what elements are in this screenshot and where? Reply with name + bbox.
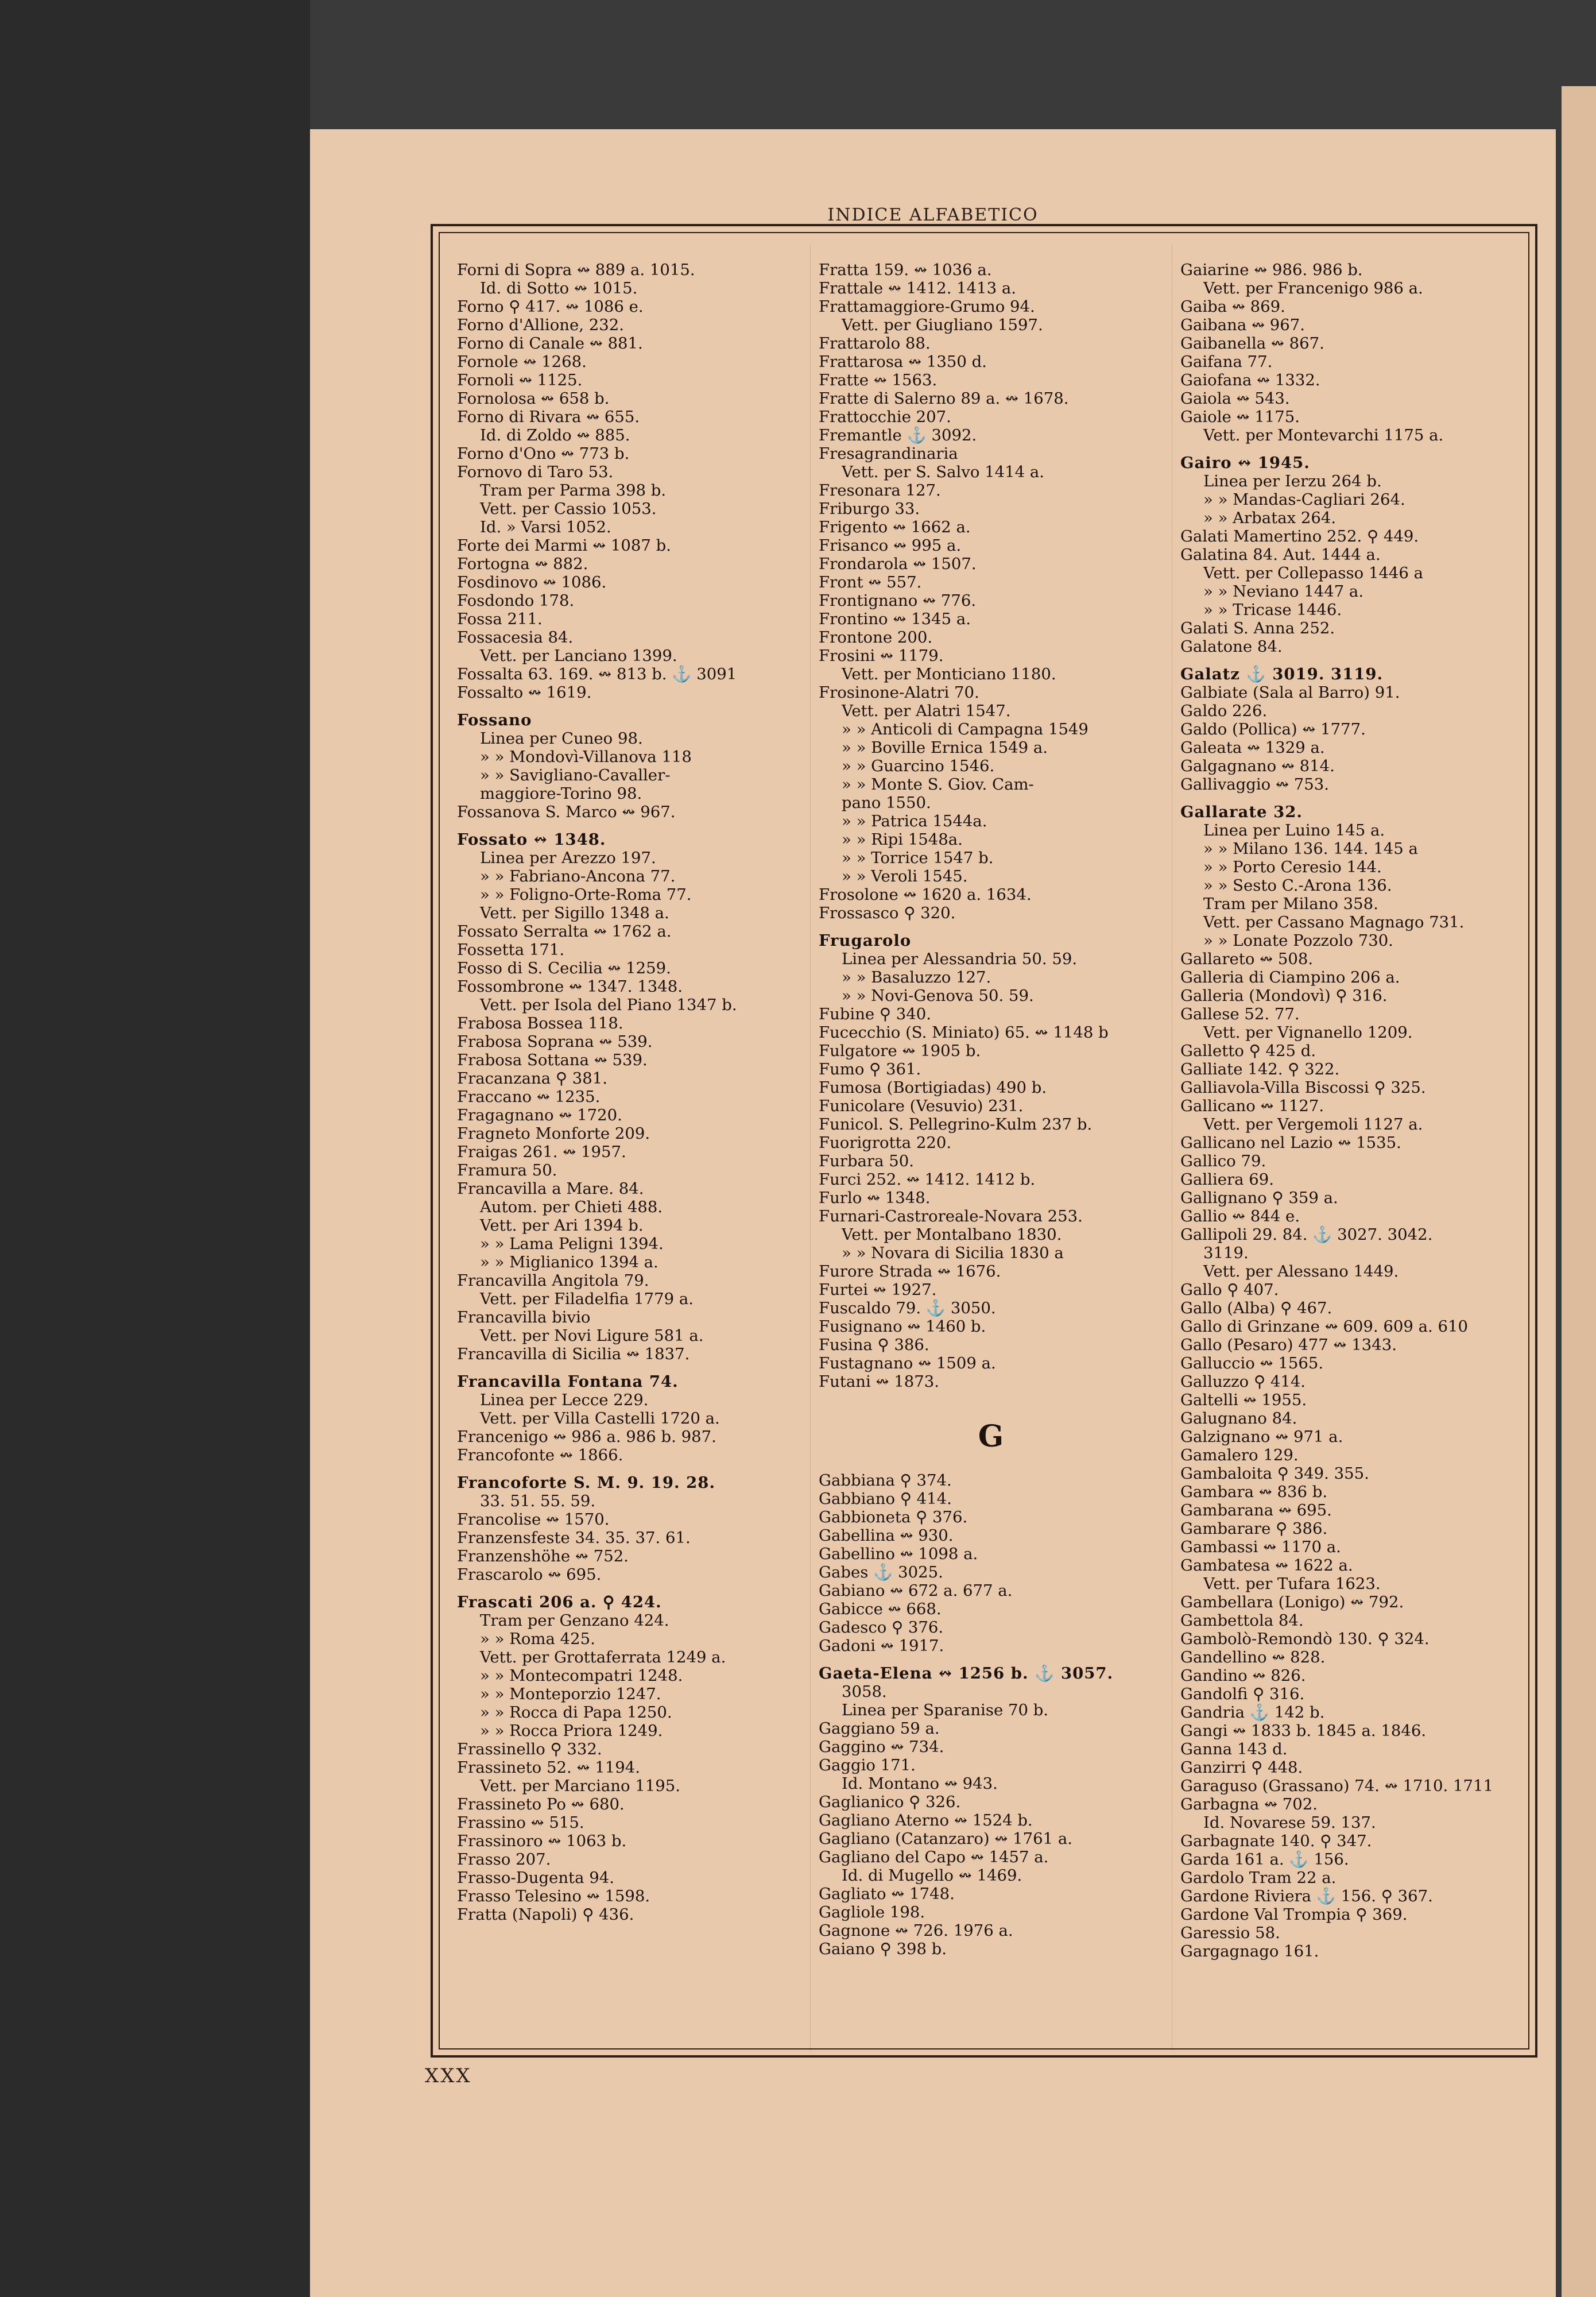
index-entry: Vett. per Filadelfia 1779 a.	[480, 1290, 694, 1308]
index-entry: Fracanzana ⚲ 381.	[457, 1069, 607, 1088]
index-entry: Gambarana ↭ 695.	[1180, 1501, 1332, 1519]
index-entry: Fosdondo 178.	[457, 591, 575, 610]
index-entry: Gabellino ↭ 1098 a.	[819, 1545, 978, 1563]
index-entry: Vett. per Tufara 1623.	[1203, 1575, 1381, 1593]
page	[310, 129, 1556, 2297]
index-entry: Gallo di Grinzane ↭ 609. 609 a. 610	[1180, 1317, 1468, 1336]
index-entry: Gagliano del Capo ↭ 1457 a.	[819, 1848, 1049, 1866]
index-heading: Galatz ⚓ 3019. 3119.	[1180, 665, 1384, 683]
index-entry: Fossombrone ↭ 1347. 1348.	[457, 977, 683, 996]
index-heading: Gaeta-Elena ↭ 1256 b. ⚓ 3057.	[819, 1664, 1114, 1683]
index-entry: » » Neviano 1447 a.	[1203, 582, 1364, 601]
index-entry: Gaiofana ↭ 1332.	[1180, 371, 1320, 389]
index-entry: » » Foligno-Orte-Roma 77.	[480, 885, 692, 904]
index-entry: Linea per Cuneo 98.	[480, 729, 643, 748]
index-entry: Gagliano Aterno ↭ 1524 b.	[819, 1811, 1033, 1830]
index-entry: Gaiano ⚲ 398 b.	[819, 1940, 947, 1958]
index-entry: Gabbioneta ⚲ 376.	[819, 1508, 968, 1526]
index-entry: Gaglianico ⚲ 326.	[819, 1793, 961, 1811]
index-entry: Gallio ↭ 844 e.	[1180, 1207, 1300, 1225]
index-entry: Gallo ⚲ 407.	[1180, 1281, 1279, 1299]
index-entry: Vett. per Giugliano 1597.	[842, 316, 1043, 334]
index-entry: Garessio 58.	[1180, 1924, 1280, 1942]
index-entry: » » Monte S. Giov. Cam-	[842, 775, 1034, 794]
index-entry: Vett. per Vignanello 1209.	[1203, 1023, 1413, 1042]
index-entry: Forno d'Allione, 232.	[457, 316, 624, 334]
index-entry: Fremantle ⚓ 3092.	[819, 426, 977, 444]
index-entry: Furlo ↭ 1348.	[819, 1189, 931, 1207]
index-entry: Frabosa Sottana ↭ 539.	[457, 1051, 648, 1069]
index-entry: Franzensfeste 34. 35. 37. 61.	[457, 1529, 691, 1547]
index-entry: Frigento ↭ 1662 a.	[819, 518, 971, 536]
index-entry: » » Milano 136. 144. 145 a	[1203, 840, 1418, 858]
index-entry: Vett. per Monticiano 1180.	[842, 665, 1056, 683]
index-entry: Fusina ⚲ 386.	[819, 1336, 929, 1354]
index-entry: » » Miglianico 1394 a.	[480, 1253, 658, 1271]
index-entry: Frosolone ↭ 1620 a. 1634.	[819, 885, 1032, 904]
index-entry: Friburgo 33.	[819, 500, 920, 518]
index-entry: Gallicano ↭ 1127.	[1180, 1097, 1324, 1115]
index-entry: Gaiba ↭ 869.	[1180, 297, 1285, 316]
index-entry: Gaggiano 59 a.	[819, 1719, 940, 1738]
index-entry: Frasso Telesino ↭ 1598.	[457, 1887, 650, 1905]
index-entry: Gaifana 77.	[1180, 353, 1273, 371]
index-heading: Francoforte S. M. 9. 19. 28.	[457, 1474, 716, 1492]
index-entry: Vett. per Francenigo 986 a.	[1203, 279, 1423, 297]
index-entry: » » Fabriano-Ancona 77.	[480, 867, 676, 885]
index-entry: Galdo (Pollica) ↭ 1777.	[1180, 720, 1366, 738]
index-entry: » » Torrice 1547 b.	[842, 849, 994, 867]
index-entry: Vett. per Villa Castelli 1720 a.	[480, 1409, 720, 1428]
index-entry: Galatone 84.	[1180, 637, 1283, 656]
index-entry: Fossalto ↭ 1619.	[457, 683, 592, 702]
index-entry: Frattarosa ↭ 1350 d.	[819, 353, 987, 371]
index-entry: Frassinello ⚲ 332.	[457, 1740, 602, 1758]
index-entry: » » Rocca di Papa 1250.	[480, 1703, 672, 1722]
index-entry: Galluzzo ⚲ 414.	[1180, 1372, 1306, 1391]
index-entry: Frassineto 52. ↭ 1194.	[457, 1758, 640, 1777]
index-entry: Gamalero 129.	[1180, 1446, 1299, 1464]
index-entry: Gaggino ↭ 734.	[819, 1738, 944, 1756]
index-entry: » » Anticoli di Campagna 1549	[842, 720, 1088, 738]
column-divider	[810, 245, 811, 2051]
index-entry: Gardolo Tram 22 a.	[1180, 1869, 1337, 1887]
index-entry: Fresagrandinaria	[819, 444, 958, 463]
index-entry: Gallicano nel Lazio ↭ 1535.	[1180, 1134, 1401, 1152]
index-entry: Id. di Zoldo ↭ 885.	[480, 426, 630, 444]
index-entry: Fustagnano ↭ 1509 a.	[819, 1354, 996, 1372]
index-entry: Fumosa (Bortigiadas) 490 b.	[819, 1078, 1047, 1097]
index-entry: Frontone 200.	[819, 628, 933, 647]
index-entry: Furore Strada ↭ 1676.	[819, 1262, 1001, 1281]
index-entry: Id. Montano ↭ 943.	[842, 1774, 998, 1793]
index-entry: Forno di Rivara ↭ 655.	[457, 408, 640, 426]
index-entry: Gangi ↭ 1833 b. 1845 a. 1846.	[1180, 1722, 1427, 1740]
index-entry: Frascarolo ↭ 695.	[457, 1565, 602, 1584]
index-entry: Gagliano (Catanzaro) ↭ 1761 a.	[819, 1830, 1072, 1848]
index-entry: Gaibana ↭ 967.	[1180, 316, 1306, 334]
index-entry: » » Lama Peligni 1394.	[480, 1235, 664, 1253]
index-entry: Galluccio ↭ 1565.	[1180, 1354, 1324, 1372]
index-entry: Gallipoli 29. 84. ⚓ 3027. 3042.	[1180, 1225, 1433, 1244]
index-entry: Gambaloita ⚲ 349. 355.	[1180, 1464, 1369, 1483]
index-entry: Furbara 50.	[819, 1152, 914, 1170]
index-frame	[431, 224, 1537, 2058]
index-entry: Gandino ↭ 826.	[1180, 1666, 1306, 1685]
index-entry: Furtei ↭ 1927.	[819, 1281, 937, 1299]
page-number: XXX	[425, 2064, 472, 2087]
index-entry: Linea per Sparanise 70 b.	[842, 1701, 1049, 1719]
index-entry: Gallico 79.	[1180, 1152, 1266, 1170]
index-entry: Funicol. S. Pellegrino-Kulm 237 b.	[819, 1115, 1093, 1134]
index-entry: Framura 50.	[457, 1161, 557, 1180]
index-entry: Vett. per Novi Ligure 581 a.	[480, 1327, 704, 1345]
index-entry: Linea per Ierzu 264 b.	[1203, 472, 1382, 490]
index-entry: Galliate 142. ⚲ 322.	[1180, 1060, 1340, 1078]
index-entry: Gaiole ↭ 1175.	[1180, 408, 1300, 426]
index-entry: Fuscaldo 79. ⚓ 3050.	[819, 1299, 996, 1317]
index-entry: Frosini ↭ 1179.	[819, 647, 944, 665]
index-entry: pano 1550.	[842, 794, 931, 812]
index-entry: Ganzirri ⚲ 448.	[1180, 1758, 1303, 1777]
index-entry: Frisanco ↭ 995 a.	[819, 536, 962, 555]
index-entry: Fucecchio (S. Miniato) 65. ↭ 1148 b	[819, 1023, 1109, 1042]
index-entry: Linea per Luino 145 a.	[1203, 821, 1385, 840]
index-entry: » » Mondovì-Villanova 118	[480, 748, 692, 766]
index-entry: maggiore-Torino 98.	[480, 784, 642, 803]
index-entry: Vett. per Cassano Magnago 731.	[1203, 913, 1465, 931]
index-entry: Linea per Arezzo 197.	[480, 849, 656, 867]
index-entry: Frabosa Soprana ↭ 539.	[457, 1033, 653, 1051]
section-letter: G	[978, 1419, 1004, 1454]
index-entry: Frasso 207.	[457, 1850, 551, 1869]
index-entry: » » Montecompatri 1248.	[480, 1666, 683, 1685]
index-column-1	[457, 261, 801, 1924]
index-entry: Fragagnano ↭ 1720.	[457, 1106, 622, 1124]
index-entry: 3058.	[842, 1683, 887, 1701]
index-entry: Frosinone-Alatri 70.	[819, 683, 979, 702]
index-heading: Frascati 206 a. ⚲ 424.	[457, 1593, 662, 1611]
index-entry: Galzignano ↭ 971 a.	[1180, 1428, 1343, 1446]
index-entry: Fratte ↭ 1563.	[819, 371, 938, 389]
index-entry: Francavilla bivio	[457, 1308, 591, 1327]
index-entry: Id. di Mugello ↭ 1469.	[842, 1866, 1022, 1885]
index-entry: » » Ripi 1548a.	[842, 830, 963, 849]
index-entry: » » Lonate Pozzolo 730.	[1203, 931, 1393, 950]
index-entry: Id. » Varsi 1052.	[480, 518, 611, 536]
adjacent-page-edge	[1562, 86, 1596, 2297]
index-entry: Galletto ⚲ 425 d.	[1180, 1042, 1316, 1060]
index-entry: Gandellino ↭ 828.	[1180, 1648, 1326, 1666]
index-entry: Galdo 226.	[1180, 702, 1268, 720]
index-entry: Frassineto Po ↭ 680.	[457, 1795, 625, 1813]
index-entry: Frontino ↭ 1345 a.	[819, 610, 971, 628]
index-entry: Fossato Serralta ↭ 1762 a.	[457, 922, 672, 941]
index-entry: Futani ↭ 1873.	[819, 1372, 939, 1391]
index-entry: Gagliole 198.	[819, 1903, 925, 1921]
index-entry: Vett. per Alessano 1449.	[1203, 1262, 1399, 1281]
index-entry: Gadoni ↭ 1917.	[819, 1637, 944, 1655]
index-entry: » » Porto Ceresio 144.	[1203, 858, 1382, 876]
index-entry: Frontignano ↭ 776.	[819, 591, 977, 610]
index-entry: » » Sesto C.-Arona 136.	[1203, 876, 1392, 895]
index-entry: Galugnano 84.	[1180, 1409, 1297, 1428]
index-entry: Fossanova S. Marco ↭ 967.	[457, 803, 676, 821]
index-entry: Franzenshöhe ↭ 752.	[457, 1547, 629, 1565]
index-entry: Tram per Milano 358.	[1203, 895, 1378, 913]
index-entry: Ganna 143 d.	[1180, 1740, 1288, 1758]
index-heading: Gairo ↭ 1945.	[1180, 454, 1310, 472]
index-column-3	[1180, 261, 1525, 1960]
index-entry: Fossalta 63. 169. ↭ 813 b. ⚓ 3091	[457, 665, 737, 683]
index-entry: Furnari-Castroreale-Novara 253.	[819, 1207, 1083, 1225]
index-entry: » » Veroli 1545.	[842, 867, 968, 885]
index-entry: Fuorigrotta 220.	[819, 1134, 952, 1152]
index-entry: Galati S. Anna 252.	[1180, 619, 1335, 637]
index-entry: » » Arbatax 264.	[1203, 509, 1337, 527]
index-entry: Galtelli ↭ 1955.	[1180, 1391, 1307, 1409]
index-entry: Gaiarine ↭ 986. 986 b.	[1180, 261, 1363, 279]
index-column-2	[819, 261, 1163, 1958]
index-entry: Frabosa Bossea 118.	[457, 1014, 623, 1033]
index-entry: 33. 51. 55. 59.	[480, 1492, 596, 1510]
index-entry: Fumo ⚲ 361.	[819, 1060, 921, 1078]
index-entry: Galgagnano ↭ 814.	[1180, 757, 1335, 775]
index-entry: » » Roma 425.	[480, 1630, 595, 1648]
index-entry: » » Rocca Priora 1249.	[480, 1722, 663, 1740]
index-heading: Frugarolo	[819, 931, 912, 950]
index-entry: Gallo (Alba) ⚲ 467.	[1180, 1299, 1332, 1317]
index-entry: Gambellara (Lonigo) ↭ 792.	[1180, 1593, 1404, 1611]
index-entry: Gardone Val Trompia ⚲ 369.	[1180, 1905, 1408, 1924]
index-entry: Autom. per Chieti 488.	[480, 1198, 663, 1216]
index-entry: Gaggio 171.	[819, 1756, 916, 1774]
index-entry: Galleria (Mondovì) ⚲ 316.	[1180, 987, 1388, 1005]
index-entry: Galliavola-Villa Biscossi ⚲ 325.	[1180, 1078, 1426, 1097]
index-entry: Frattocchie 207.	[819, 408, 951, 426]
index-entry: Francavilla Angitola 79.	[457, 1271, 649, 1290]
index-heading: Francavilla Fontana 74.	[457, 1372, 679, 1391]
index-entry: Frassino ↭ 515.	[457, 1813, 584, 1832]
index-entry: Gadesco ⚲ 376.	[819, 1618, 944, 1637]
index-entry: Linea per Alessandria 50. 59.	[842, 950, 1078, 968]
index-entry: Fraccano ↭ 1235.	[457, 1088, 601, 1106]
index-entry: Tram per Parma 398 b.	[480, 481, 667, 500]
index-entry: Fornole ↭ 1268.	[457, 353, 587, 371]
index-entry: Galatina 84. Aut. 1444 a.	[1180, 546, 1381, 564]
index-entry: Gabes ⚓ 3025.	[819, 1563, 943, 1581]
index-entry: » » Patrica 1544a.	[842, 812, 987, 830]
index-entry: Linea per Lecce 229.	[480, 1391, 649, 1409]
index-entry: Fornolosa ↭ 658 b.	[457, 389, 610, 408]
index-entry: Garaguso (Grassano) 74. ↭ 1710. 1711	[1180, 1777, 1493, 1795]
index-entry: Front ↭ 557.	[819, 573, 922, 591]
index-entry: Vett. per S. Salvo 1414 a.	[842, 463, 1045, 481]
index-entry: Gambara ↭ 836 b.	[1180, 1483, 1328, 1501]
index-entry: » » Tricase 1446.	[1203, 601, 1342, 619]
index-entry: Tram per Genzano 424.	[480, 1611, 669, 1630]
index-entry: Gagliato ↭ 1748.	[819, 1885, 955, 1903]
index-entry: » » Mandas-Cagliari 264.	[1203, 490, 1405, 509]
index-entry: Gandolfi ⚲ 316.	[1180, 1685, 1305, 1703]
index-entry: Gabiano ↭ 672 a. 677 a.	[819, 1581, 1013, 1600]
index-entry: » » Boville Ernica 1549 a.	[842, 738, 1048, 757]
index-entry: » » Guarcino 1546.	[842, 757, 995, 775]
index-entry: Vett. per Alatri 1547.	[842, 702, 1011, 720]
index-entry: Gallo (Pesaro) 477 ↭ 1343.	[1180, 1336, 1397, 1354]
index-entry: Forni di Sopra ↭ 889 a. 1015.	[457, 261, 695, 279]
index-frame-inner	[439, 232, 1529, 2049]
index-entry: Gambarare ⚲ 386.	[1180, 1519, 1328, 1538]
index-entry: » » Novi-Genova 50. 59.	[842, 987, 1034, 1005]
index-entry: Gaibanella ↭ 867.	[1180, 334, 1324, 353]
index-entry: Gardone Riviera ⚓ 156. ⚲ 367.	[1180, 1887, 1433, 1905]
index-entry: Garbagna ↭ 702.	[1180, 1795, 1318, 1813]
index-entry: Fraigas 261. ↭ 1957.	[457, 1143, 626, 1161]
index-entry: Gallignano ⚲ 359 a.	[1180, 1189, 1338, 1207]
index-entry: » » Monteporzio 1247.	[480, 1685, 661, 1703]
index-entry: Garda 161 a. ⚓ 156.	[1180, 1850, 1349, 1869]
index-entry: 3119.	[1203, 1244, 1249, 1262]
index-entry: Fosdinovo ↭ 1086.	[457, 573, 607, 591]
index-entry: Vett. per Collepasso 1446 a	[1203, 564, 1424, 582]
index-entry: Vett. per Sigillo 1348 a.	[480, 904, 669, 922]
index-entry: Gambolò-Remondò 130. ⚲ 324.	[1180, 1630, 1430, 1648]
index-entry: Francofonte ↭ 1866.	[457, 1446, 623, 1464]
index-entry: Fratta (Napoli) ⚲ 436.	[457, 1905, 634, 1924]
index-entry: » » Savigliano-Cavaller-	[480, 766, 671, 784]
index-entry: Forno d'Ono ↭ 773 b.	[457, 444, 630, 463]
index-entry: Vett. per Vergemoli 1127 a.	[1203, 1115, 1423, 1134]
index-entry: Francavilla di Sicilia ↭ 1837.	[457, 1345, 690, 1363]
index-entry: Fusignano ↭ 1460 b.	[819, 1317, 986, 1336]
index-entry: Frondarola ↭ 1507.	[819, 555, 977, 573]
index-entry: Gabicce ↭ 668.	[819, 1600, 942, 1618]
index-entry: Garbagnate 140. ⚲ 347.	[1180, 1832, 1372, 1850]
index-entry: Gabbiano ⚲ 414.	[819, 1490, 952, 1508]
index-entry: Vett. per Montevarchi 1175 a.	[1203, 426, 1444, 444]
dark-background	[0, 0, 310, 2297]
index-entry: Francenigo ↭ 986 a. 986 b. 987.	[457, 1428, 716, 1446]
index-entry: Fossacesia 84.	[457, 628, 574, 647]
index-entry: Frattamaggiore-Grumo 94.	[819, 297, 1035, 316]
index-entry: Fossa 211.	[457, 610, 543, 628]
index-entry: Fulgatore ↭ 1905 b.	[819, 1042, 981, 1060]
index-entry: Francolise ↭ 1570.	[457, 1510, 610, 1529]
index-entry: Fubine ⚲ 340.	[819, 1005, 932, 1023]
index-entry: Vett. per Cassio 1053.	[480, 500, 657, 518]
index-entry: Fosso di S. Cecilia ↭ 1259.	[457, 959, 671, 977]
index-entry: Gagnone ↭ 726. 1976 a.	[819, 1921, 1013, 1940]
index-entry: Vett. per Grottaferrata 1249 a.	[480, 1648, 726, 1666]
index-entry: Gambatesa ↭ 1622 a.	[1180, 1556, 1353, 1575]
index-entry: Id. Novarese 59. 137.	[1203, 1813, 1376, 1832]
index-entry: Gallareto ↭ 508.	[1180, 950, 1314, 968]
index-entry: Vett. per Marciano 1195.	[480, 1777, 680, 1795]
index-entry: Vett. per Montalbano 1830.	[842, 1225, 1062, 1244]
index-entry: Gabbiana ⚲ 374.	[819, 1471, 952, 1490]
index-entry: Gambettola 84.	[1180, 1611, 1304, 1630]
index-entry: Gabellina ↭ 930.	[819, 1526, 954, 1545]
index-entry: Gallivaggio ↭ 753.	[1180, 775, 1329, 794]
index-entry: Gandria ⚓ 142 b.	[1180, 1703, 1325, 1722]
index-entry: Vett. per Ari 1394 b.	[480, 1216, 644, 1235]
index-entry: Galeata ↭ 1329 a.	[1180, 738, 1325, 757]
index-entry: Gallese 52. 77.	[1180, 1005, 1300, 1023]
index-entry: Frattarolo 88.	[819, 334, 931, 353]
index-entry: Vett. per Lanciano 1399.	[480, 647, 677, 665]
index-entry: » » Basaluzzo 127.	[842, 968, 991, 987]
index-entry: Fornovo di Taro 53.	[457, 463, 614, 481]
index-entry: Forte dei Marmi ↭ 1087 b.	[457, 536, 671, 555]
index-entry: Galleria di Ciampino 206 a.	[1180, 968, 1400, 987]
index-entry: Forno ⚲ 417. ↭ 1086 e.	[457, 297, 644, 316]
index-entry: Gaiola ↭ 543.	[1180, 389, 1290, 408]
index-entry: Fresonara 127.	[819, 481, 941, 500]
index-entry: Fratta 159. ↭ 1036 a.	[819, 261, 992, 279]
index-entry: » » Novara di Sicilia 1830 a	[842, 1244, 1064, 1262]
index-entry: Fortogna ↭ 882.	[457, 555, 588, 573]
index-heading: Fossano	[457, 711, 532, 729]
index-entry: Galliera 69.	[1180, 1170, 1275, 1189]
index-entry: Furci 252. ↭ 1412. 1412 b.	[819, 1170, 1036, 1189]
index-entry: Galati Mamertino 252. ⚲ 449.	[1180, 527, 1419, 546]
index-entry: Funicolare (Vesuvio) 231.	[819, 1097, 1024, 1115]
index-entry: Fratte di Salerno 89 a. ↭ 1678.	[819, 389, 1069, 408]
index-entry: Gambassi ↭ 1170 a.	[1180, 1538, 1341, 1556]
index-entry: Vett. per Isola del Piano 1347 b.	[480, 996, 737, 1014]
page-header: INDICE ALFABETICO	[827, 205, 1039, 225]
index-entry: Galbiate (Sala al Barro) 91.	[1180, 683, 1400, 702]
index-entry: Frassinoro ↭ 1063 b.	[457, 1832, 627, 1850]
index-entry: Forno di Canale ↭ 881.	[457, 334, 643, 353]
index-heading: Fossato ↭ 1348.	[457, 830, 606, 849]
index-entry: Id. di Sotto ↭ 1015.	[480, 279, 638, 297]
index-entry: Frossasco ⚲ 320.	[819, 904, 956, 922]
index-entry: Fragneto Monforte 209.	[457, 1124, 650, 1143]
index-entry: Fornoli ↭ 1125.	[457, 371, 583, 389]
index-entry: Gargagnago 161.	[1180, 1942, 1319, 1960]
index-entry: Fossetta 171.	[457, 941, 565, 959]
index-entry: Frasso-Dugenta 94.	[457, 1869, 614, 1887]
index-heading: Gallarate 32.	[1180, 803, 1303, 821]
index-entry: Francavilla a Mare. 84.	[457, 1180, 644, 1198]
index-entry: Frattale ↭ 1412. 1413 a.	[819, 279, 1017, 297]
